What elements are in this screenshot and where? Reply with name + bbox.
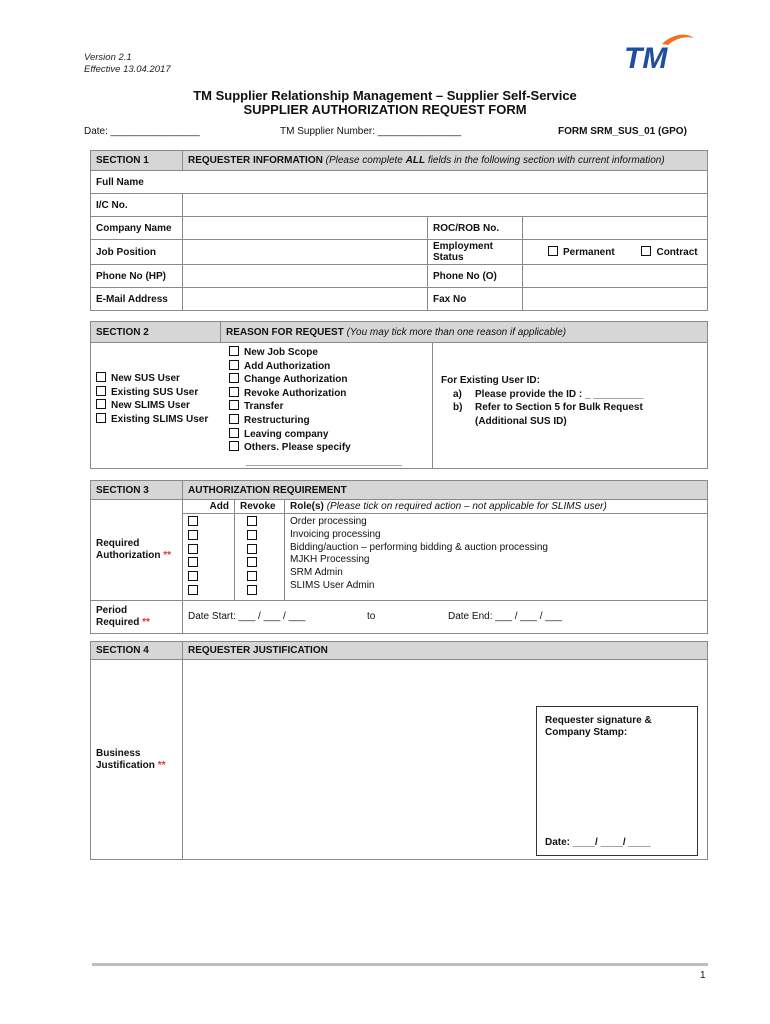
roc-rob-label: ROC/ROB No. [428, 217, 523, 240]
checkbox[interactable] [96, 372, 106, 382]
employment-status-options [523, 240, 708, 265]
phone-o-label: Phone No (O) [428, 265, 523, 288]
checkbox[interactable] [229, 428, 239, 438]
role-item: SRM Admin [290, 567, 343, 579]
checkbox[interactable] [229, 441, 239, 451]
section1-note: (Please complete ALL fields in the following section with current information) [325, 155, 665, 166]
checkbox[interactable] [96, 413, 106, 423]
roc-rob-input[interactable] [523, 217, 708, 240]
signature-date-field[interactable]: Date: ____/ ____/ ____ [545, 837, 651, 848]
footer-divider [92, 963, 708, 966]
checkbox[interactable] [229, 414, 239, 424]
revoke-checkbox[interactable] [247, 585, 257, 595]
revoke-checkbox[interactable] [247, 544, 257, 554]
signature-label: Requester signature & [545, 715, 652, 726]
phone-hp-input[interactable] [183, 265, 428, 288]
supplier-number-field[interactable]: TM Supplier Number: _______________ [280, 126, 462, 137]
role-item: SLIMS User Admin [290, 579, 375, 591]
reason-change-authorization[interactable]: Change Authorization [229, 373, 402, 387]
user-type-new-sus[interactable]: New SUS User [96, 372, 208, 386]
user-type-list [96, 372, 208, 426]
section3-title: AUTHORIZATION REQUIREMENT [183, 481, 708, 500]
user-type-existing-slims[interactable]: Existing SLIMS User [96, 413, 208, 427]
period-asterisks: ** [142, 616, 150, 628]
permanent-checkbox[interactable] [548, 246, 558, 256]
reason-others[interactable]: Others. Please specify [229, 441, 402, 455]
add-checkbox[interactable] [188, 585, 198, 595]
col-roles: Role(s) (Please tick on required action – not applicable for SLIMS user) [285, 500, 708, 514]
business-justification-label: Business Justification ** [91, 660, 183, 860]
existing-user-id-field[interactable]: Please provide the ID : _ _________ [475, 388, 644, 400]
full-name-label: Full Name [91, 171, 708, 194]
revoke-checkbox[interactable] [247, 571, 257, 581]
role-item: Bidding/auction – performing bidding & auction processing [290, 541, 548, 553]
to-label: to [367, 610, 376, 622]
company-name-label: Company Name [91, 217, 183, 240]
section4-title: REQUESTER JUSTIFICATION [183, 642, 708, 660]
ic-no-label: I/C No. [91, 194, 183, 217]
add-checkbox[interactable] [188, 571, 198, 581]
reason-transfer[interactable]: Transfer [229, 400, 402, 414]
add-checkboxes [183, 514, 235, 601]
version-info [84, 52, 171, 76]
form-code: FORM SRM_SUS_01 (GPO) [558, 126, 687, 137]
role-item: MJKH Processing [290, 554, 370, 566]
section2-header [221, 322, 708, 343]
fax-label: Fax No [428, 288, 523, 311]
bulk-request-note: Refer to Section 5 for Bulk Request [475, 402, 643, 414]
role-item: Order processing [290, 516, 367, 527]
justification-asterisks: ** [157, 759, 166, 771]
tm-logo [622, 30, 696, 72]
employment-status-label: Employment Status [428, 240, 523, 265]
email-label: E-Mail Address [91, 288, 183, 311]
reason-restructuring[interactable]: Restructuring [229, 414, 402, 428]
fax-input[interactable] [523, 288, 708, 311]
checkbox[interactable] [229, 346, 239, 356]
add-checkbox[interactable] [188, 530, 198, 540]
existing-user-block: For Existing User ID: a) Please provide the ID : _ _________ b) Refer to Section 5 for Bulk Request (Additional SUS ID) [441, 375, 644, 427]
required-authorization-label: Required Authorization ** [91, 500, 183, 601]
section1-table [90, 150, 708, 311]
add-checkbox[interactable] [188, 557, 198, 567]
user-type-existing-sus[interactable]: Existing SUS User [96, 386, 208, 400]
ic-no-input[interactable] [183, 194, 708, 217]
existing-user-cell [433, 343, 708, 469]
col-revoke: Revoke [235, 500, 285, 514]
roles-list [285, 514, 708, 601]
contract-checkbox[interactable] [641, 246, 651, 256]
section1-header [183, 151, 708, 171]
form-subtitle: SUPPLIER AUTHORIZATION REQUEST FORM [243, 102, 527, 117]
section2-tag: SECTION 2 [91, 322, 221, 343]
checkbox[interactable] [229, 373, 239, 383]
revoke-checkbox[interactable] [247, 557, 257, 567]
checkbox[interactable] [229, 360, 239, 370]
section2-title: REASON FOR REQUEST [226, 326, 344, 338]
reason-add-authorization[interactable]: Add Authorization [229, 360, 402, 374]
company-stamp-label: Company Stamp: [545, 727, 628, 738]
section2-table [90, 321, 708, 469]
others-specify-line[interactable]: ____________________________ [246, 455, 402, 467]
phone-o-input[interactable] [523, 265, 708, 288]
user-type-new-slims[interactable]: New SLIMS User [96, 399, 208, 413]
revoke-checkboxes [235, 514, 285, 601]
section2-note: (You may tick more than one reason if applicable) [346, 326, 567, 338]
job-position-label: Job Position [91, 240, 183, 265]
section3-table [90, 480, 708, 634]
company-name-input[interactable] [183, 217, 428, 240]
reason-leaving-company[interactable]: Leaving company [229, 428, 402, 442]
reason-list [229, 346, 402, 468]
checkbox[interactable] [96, 399, 106, 409]
page-number: 1 [700, 970, 706, 981]
section4-tag: SECTION 4 [91, 642, 183, 660]
col-add: Add [183, 500, 235, 514]
section1-tag: SECTION 1 [91, 151, 183, 171]
add-checkbox[interactable] [188, 516, 198, 526]
existing-user-title: For Existing User ID: [441, 375, 540, 386]
contract-option[interactable]: Contract [641, 247, 697, 258]
checkbox[interactable] [229, 387, 239, 397]
effective-date-label: Effective 13.04.2017 [84, 64, 171, 75]
period-required-label: Period Required ** [91, 600, 183, 633]
version-label: Version 2.1 [84, 52, 132, 63]
phone-hp-label: Phone No (HP) [91, 265, 183, 288]
permanent-option[interactable]: Permanent [548, 247, 615, 258]
revoke-checkbox[interactable] [247, 516, 257, 526]
section2-options [91, 343, 433, 469]
date-end-field[interactable]: Date End: ___ / ___ / ___ [448, 610, 562, 622]
reason-new-job-scope[interactable]: New Job Scope [229, 346, 402, 360]
date-field[interactable]: Date: ________________ [84, 126, 200, 137]
checkbox[interactable] [229, 400, 239, 410]
job-position-input[interactable] [183, 240, 428, 265]
date-start-field[interactable]: Date Start: ___ / ___ / ___ [188, 611, 306, 623]
email-input[interactable] [183, 288, 428, 311]
reason-revoke-authorization[interactable]: Revoke Authorization [229, 387, 402, 401]
period-cell [183, 600, 708, 633]
form-title: TM Supplier Relationship Management – Supplier Self-Service [193, 88, 577, 103]
bulk-request-note-2: (Additional SUS ID) [475, 415, 567, 427]
signature-box[interactable] [536, 706, 698, 856]
logo-text: TM [624, 42, 668, 72]
revoke-checkbox[interactable] [247, 530, 257, 540]
section3-tag: SECTION 3 [91, 481, 183, 500]
required-asterisks: ** [163, 549, 172, 561]
add-checkbox[interactable] [188, 544, 198, 554]
section1-title: REQUESTER INFORMATION [188, 155, 323, 166]
role-item: Invoicing processing [290, 528, 381, 540]
checkbox[interactable] [96, 386, 106, 396]
